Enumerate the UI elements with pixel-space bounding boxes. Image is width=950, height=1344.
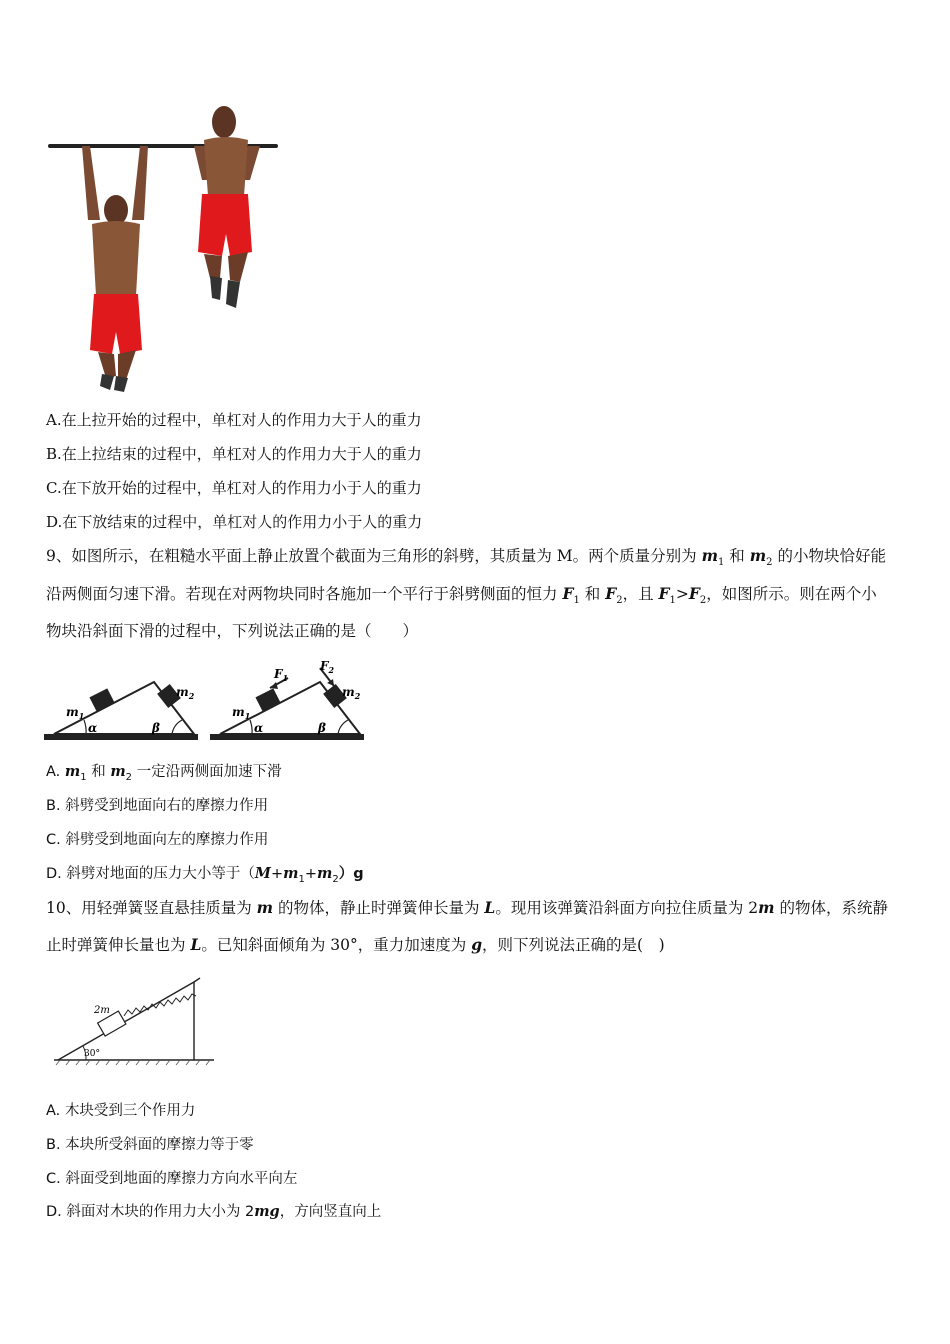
q9-option-b[interactable]: B. 斜劈受到地面向右的摩擦力作用: [46, 798, 269, 814]
svg-text:m2: $m_2$: [342, 685, 361, 701]
q9-option-c[interactable]: C. 斜劈受到地面向左的摩擦力作用: [46, 832, 269, 848]
svg-text:α: α: [254, 721, 264, 735]
q9-option-a[interactable]: A. $m_1$ 和 $m_2$ 一定沿两侧面加速下滑: [46, 763, 282, 783]
pullup-figure: [44, 100, 280, 396]
wedge-right: [210, 660, 364, 740]
q9-stem-line-3: 物块沿斜面下滑的过程中，下列说法正确的是（ ）: [46, 622, 419, 640]
wedge-left: [44, 682, 198, 740]
svg-text:m2: $m_2$: [176, 685, 195, 701]
q10-stem-line-1: 10、用轻弹簧竖直悬挂质量为 m 的物体，静止时弹簧伸长量为 L。现用该弹簧沿斜面方向拉住质量为 2m 的物体，系统静: [46, 898, 888, 917]
svg-text:F1: $F_1$: [274, 667, 289, 683]
svg-text:F2: $F_2$: [320, 660, 335, 675]
svg-text:m1: $m_1$: [232, 705, 251, 721]
q10-option-c[interactable]: C. 斜面受到地面的摩擦力方向水平向左: [46, 1171, 298, 1187]
q8-option-c[interactable]: C.在下放开始的过程中，单杠对人的作用力小于人的重力: [46, 479, 422, 497]
hanging-person-icon: [82, 146, 148, 392]
q10-option-a[interactable]: A. 木块受到三个作用力: [46, 1103, 196, 1119]
svg-text:30°: 30°: [84, 1049, 100, 1059]
q9-wedge-figure: [44, 660, 366, 746]
q9-stem-line-1: 9、如图所示，在粗糙水平面上静止放置个截面为三角形的斜劈，其质量为 M。两个质量分别为 $m_1$ 和 $m_2$ 的小物块恰好能: [46, 546, 886, 569]
svg-text:2m: 2m: [94, 1005, 110, 1016]
q9-stem-line-2: 沿两侧面匀速下滑。若现在对两物块同时各施加一个平行于斜劈侧面的恒力 $F_1$ 和 $F_2$，且 $F_1>F_2$，如图所示。则在两个小: [46, 584, 877, 607]
q10-incline-figure: [50, 976, 220, 1068]
svg-text:β: β: [318, 721, 326, 735]
q10-stem-line-2: 止时弹簧伸长量也为 L。已知斜面倾角为 30°，重力加速度为 g，则下列说法正确的是( ): [46, 935, 665, 954]
q10-option-d[interactable]: D. 斜面对木块的作用力大小为 2mg，方向竖直向上: [46, 1203, 382, 1220]
pullup-person-icon: [194, 106, 260, 308]
q9-option-d[interactable]: D. 斜劈对地面的压力大小等于$(M+m_1+m_2)g$: [46, 865, 364, 885]
q8-option-d[interactable]: D.在下放结束的过程中，单杠对人的作用力小于人的重力: [46, 513, 423, 531]
q8-option-a[interactable]: A.在上拉开始的过程中，单杠对人的作用力大于人的重力: [46, 411, 422, 429]
q8-option-b[interactable]: B.在上拉结束的过程中，单杠对人的作用力大于人的重力: [46, 445, 422, 463]
q10-option-b[interactable]: B. 本块所受斜面的摩擦力等于零: [46, 1137, 254, 1153]
svg-text:m1: $m_1$: [66, 705, 85, 721]
svg-text:β: β: [152, 721, 160, 735]
svg-text:α: α: [88, 721, 98, 735]
